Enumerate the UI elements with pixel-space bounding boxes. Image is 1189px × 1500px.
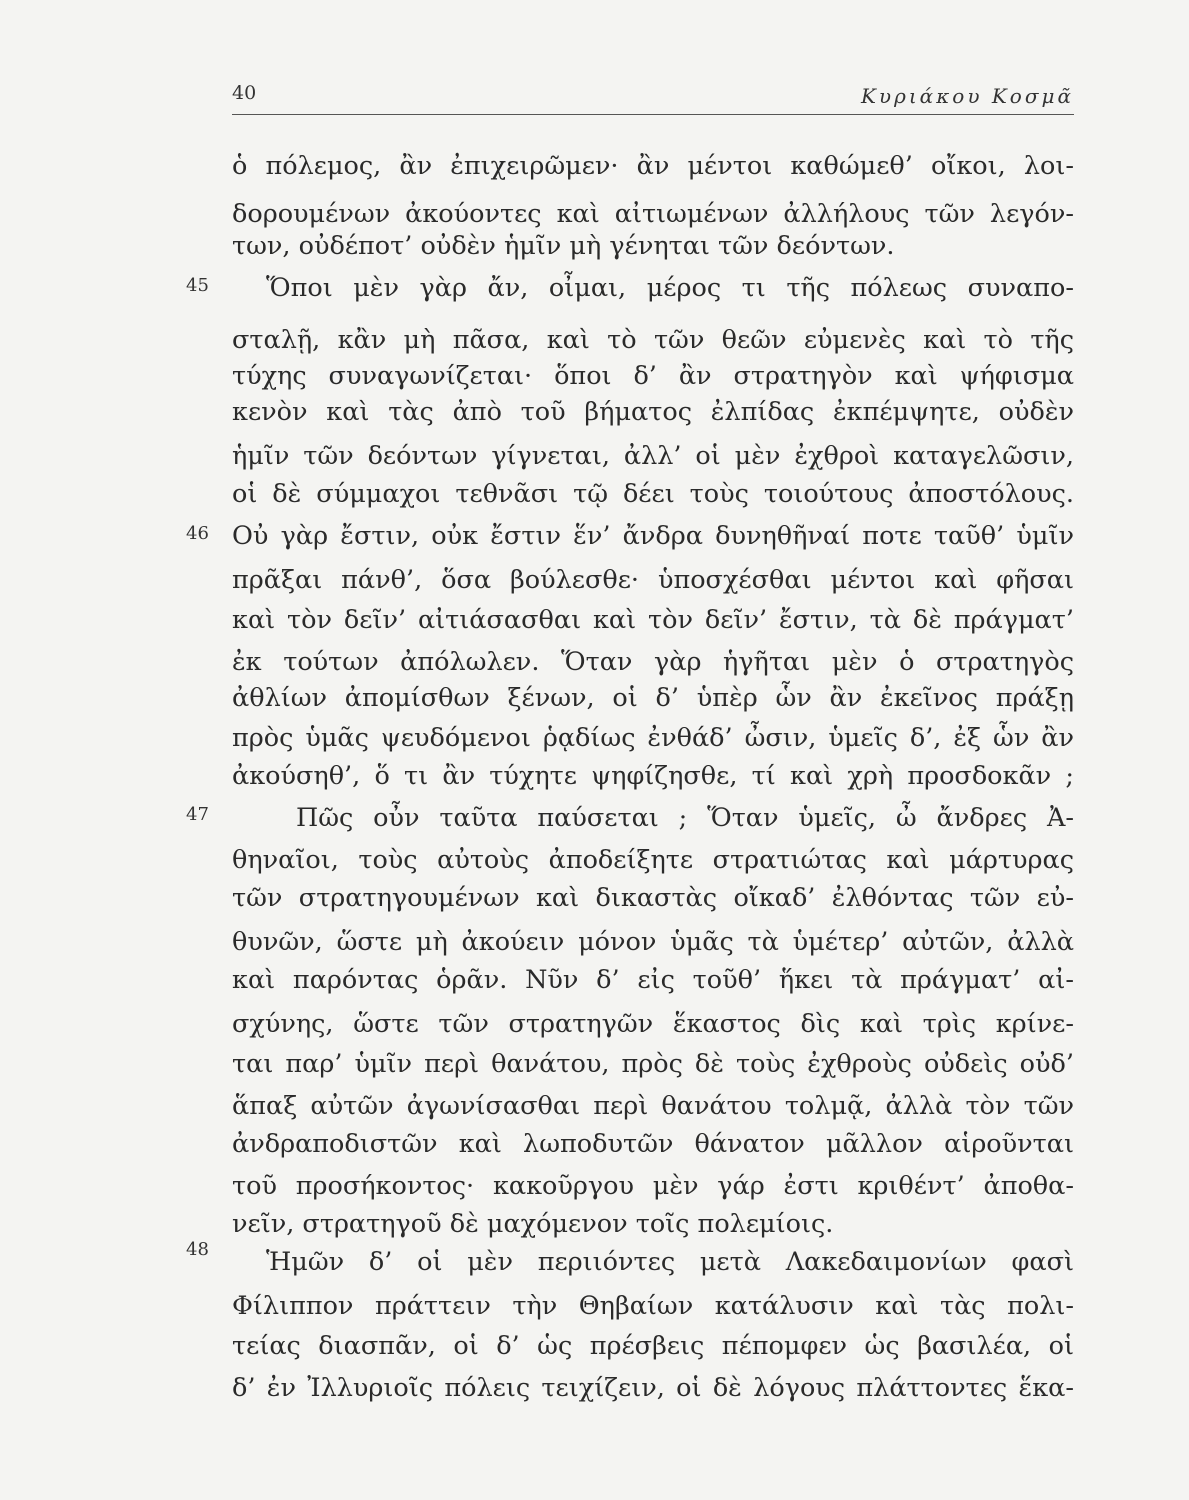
text-line: Πῶς οὖν ταῦτα παύσεται ; Ὅταν ὑμεῖς, ὦ ἄνδρες Ἀ- <box>296 803 1074 833</box>
running-head: Κυριάκου Κοσμᾶ <box>860 84 1074 108</box>
text-line: Οὐ γὰρ ἔστιν, οὐκ ἔστιν ἕν’ ἄνδρα δυνηθῆναί ποτε ταῦθ’ ὑμῖν <box>232 521 1074 551</box>
text-line: ἐκ τούτων ἀπόλωλεν. Ὅταν γὰρ ἡγῆται μὲν ὁ στρατηγὸς <box>232 647 1074 677</box>
text-line: θυνῶν, ὥστε μὴ ἀκούειν μόνον ὑμᾶς τὰ ὑμέτερ’ αὐτῶν, ἀλλὰ <box>232 927 1074 957</box>
page-number: 40 <box>232 82 257 104</box>
text-line: ἅπαξ αὐτῶν ἀγωνίσασθαι περὶ θανάτου τολμᾷ, ἀλλὰ τὸν τῶν <box>232 1091 1074 1121</box>
text-line: Ἡμῶν δ’ οἱ μὲν περιιόντες μετὰ Λακεδαιμονίων φασὶ <box>266 1247 1074 1277</box>
text-line: δορουμένων ἀκούοντες καὶ αἰτιωμένων ἀλλήλους τῶν λεγόν- <box>232 199 1074 229</box>
section-number: 48 <box>186 1239 209 1260</box>
text-line: ἀκούσηθ’, ὅ τι ἂν τύχητε ψηφίζησθε, τί καὶ χρὴ προσδοκᾶν ; <box>232 761 1074 791</box>
text-line: καὶ τὸν δεῖν’ αἰτιάσασθαι καὶ τὸν δεῖν’ ἔστιν, τὰ δὲ πράγματ’ <box>232 605 1074 635</box>
text-line: οἱ δὲ σύμμαχοι τεθνᾶσι τῷ δέει τοὺς τοιούτους ἀποστόλους. <box>232 479 1074 509</box>
text-line: θηναῖοι, τοὺς αὐτοὺς ἀποδείξητε στρατιώτας καὶ μάρτυρας <box>232 845 1074 875</box>
text-line: νεῖν, στρατηγοῦ δὲ μαχόμενον τοῖς πολεμίοις. <box>232 1209 834 1239</box>
text-line: πρᾶξαι πάνθ’, ὅσα βούλεσθε· ὑποσχέσθαι μέντοι καὶ φῆσαι <box>232 565 1074 595</box>
text-line: ται παρ’ ὑμῖν περὶ θανάτου, πρὸς δὲ τοὺς ἐχθροὺς οὐδεὶς οὐδ’ <box>232 1049 1074 1079</box>
text-line: τείας διασπᾶν, οἱ δ’ ὡς πρέσβεις πέπομφεν ὡς βασιλέα, οἱ <box>232 1331 1074 1361</box>
text-line: πρὸς ὑμᾶς ψευδόμενοι ῥᾳδίως ἐνθάδ’ ὦσιν, ὑμεῖς δ’, ἐξ ὧν ἂν <box>232 723 1074 753</box>
text-line: σταλῇ, κἂν μὴ πᾶσα, καὶ τὸ τῶν θεῶν εὐμενὲς καὶ τὸ τῆς <box>232 325 1074 355</box>
text-line: ἀθλίων ἀπομίσθων ξένων, οἱ δ’ ὑπὲρ ὧν ἂν ἐκεῖνος πράξῃ <box>232 683 1074 713</box>
text-line: κενὸν καὶ τὰς ἀπὸ τοῦ βήματος ἐλπίδας ἐκπέμψητε, οὐδὲν <box>232 397 1074 427</box>
section-number: 45 <box>186 275 209 296</box>
text-line: των, οὐδέποτ’ οὐδὲν ἡμῖν μὴ γένηται τῶν δεόντων. <box>232 231 895 261</box>
text-line: Ὅποι μὲν γὰρ ἄν, οἶμαι, μέρος τι τῆς πόλεως συναπο- <box>266 273 1074 303</box>
text-line: ἀνδραποδιστῶν καὶ λωποδυτῶν θάνατον μᾶλλον αἱροῦνται <box>232 1129 1074 1159</box>
text-line: δ’ ἐν Ἰλλυριοῖς πόλεις τειχίζειν, οἱ δὲ λόγους πλάττοντες ἕκα- <box>232 1373 1074 1403</box>
page-header <box>232 78 1074 115</box>
text-line: ὁ πόλεμος, ἂν ἐπιχειρῶμεν· ἂν μέντοι καθώμεθ’ οἴκοι, λοι- <box>232 151 1074 181</box>
text-line: τύχης συναγωνίζεται· ὅποι δ’ ἂν στρατηγὸν καὶ ψήφισμα <box>232 361 1074 391</box>
text-line: τῶν στρατηγουμένων καὶ δικαστὰς οἴκαδ’ ἐλθόντας τῶν εὐ- <box>232 883 1074 913</box>
section-number: 46 <box>186 523 209 544</box>
text-line: καὶ παρόντας ὁρᾶν. Νῦν δ’ εἰς τοῦθ’ ἥκει τὰ πράγματ’ αἰ- <box>232 965 1074 995</box>
section-number: 47 <box>186 804 209 825</box>
text-line: σχύνης, ὥστε τῶν στρατηγῶν ἕκαστος δὶς καὶ τρὶς κρίνε- <box>232 1009 1074 1039</box>
text-line: τοῦ προσήκοντος· κακοῦργου μὲν γάρ ἐστι κριθέντ’ ἀποθα- <box>232 1171 1074 1201</box>
text-line: Φίλιππον πράττειν τὴν Θηβαίων κατάλυσιν καὶ τὰς πολι- <box>232 1291 1074 1321</box>
text-line: ἡμῖν τῶν δεόντων γίγνεται, ἀλλ’ οἱ μὲν ἐχθροὶ καταγελῶσιν, <box>232 441 1074 471</box>
